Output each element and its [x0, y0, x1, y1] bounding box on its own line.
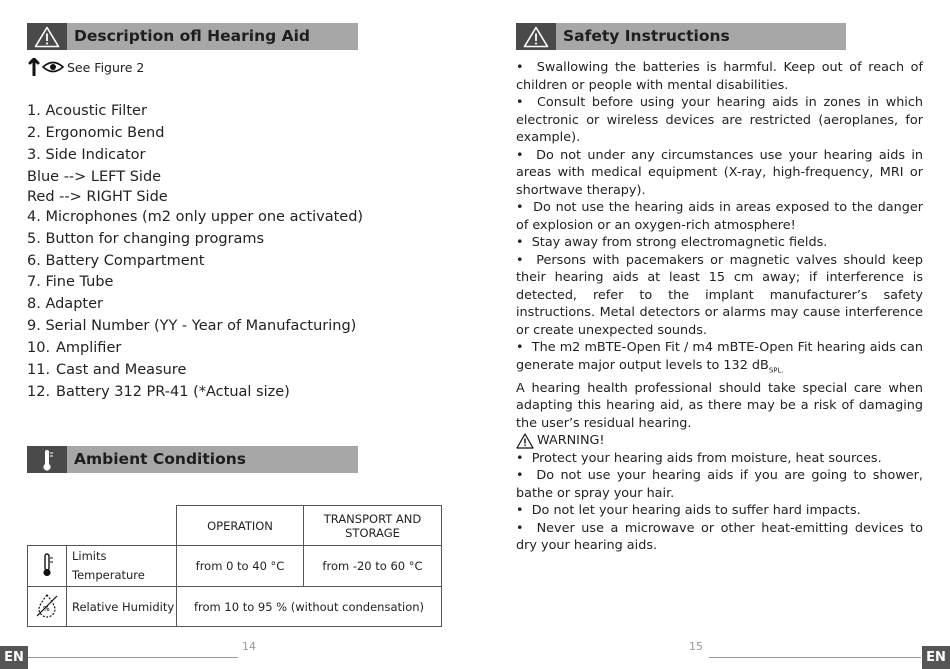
list-item: 12. Battery 312 PR-41 (*Actual size) — [27, 383, 290, 400]
bullet-item: • Do not under any circumstances use your hearing aids in areas with medical equipment (X-ray, high-frequency, MRI or shortwave therapy). — [516, 147, 923, 198]
bullet-item: • Stay away from strong electromagnetic fields. — [516, 235, 828, 250]
eye-icon — [42, 60, 64, 74]
col-operation: OPERATION — [177, 506, 304, 546]
temperature-transport: from -20 to 60 °C — [304, 546, 442, 587]
see-figure-label: See Figure 2 — [67, 59, 145, 75]
list-item: 6. Battery Compartment — [27, 252, 205, 269]
list-item: 3. Side Indicator — [27, 146, 146, 163]
bullet-item: • Never use a microwave or other heat-emitting devices to dry your hearing aids. — [516, 520, 924, 554]
list-item: 7. Fine Tube — [27, 274, 114, 291]
humidity-value: from 10 to 95 % (without condensation) — [177, 587, 442, 627]
footer-line-right — [709, 657, 921, 658]
bullet-item: • Protect your hearing aids from moisture, heat sources. — [516, 450, 882, 466]
warning-icon — [27, 23, 67, 50]
temperature-operation: from 0 to 40 °C — [177, 546, 304, 587]
warning-line — [516, 432, 923, 450]
thermometer-icon — [39, 552, 55, 578]
list-item: 8. Adapter — [27, 296, 103, 313]
bullet-item: • Swallowing the batteries is harmful. Keep out of reach of children or people with mental disabilities. — [516, 60, 923, 93]
description-header — [27, 23, 358, 50]
list-item: 2. Ergonomic Bend — [27, 124, 165, 141]
footer-line-left — [28, 657, 238, 658]
list-item: 10. Amplifier — [27, 340, 122, 357]
list-item: 11. Cast and Measure — [27, 362, 187, 379]
bullet-item: • Do not use the hearing aids in areas exposed to the danger of explosion or an oxygen-rich atmosphere! — [516, 200, 923, 233]
language-tab-right: EN — [922, 646, 950, 669]
ambient-conditions-table — [27, 505, 442, 627]
svg-text:%: % — [43, 605, 50, 613]
ambient-header — [27, 446, 358, 473]
warning-icon — [516, 433, 534, 449]
humidity-icon-cell — [28, 587, 67, 627]
list-item: 9. Serial Number (YY - Year of Manufacturing) — [27, 318, 357, 335]
thermometer-icon — [27, 446, 67, 473]
spl-subscript: SPL. — [768, 366, 784, 375]
safety-instructions — [516, 59, 923, 555]
list-item: Blue --> LEFT Side — [27, 168, 162, 185]
page-number-right: 15 — [689, 640, 703, 653]
professional-note: A hearing health professional should take special care when adapting this hearing aid, as there may be a risk of damaging the user’s residual hearing. — [516, 380, 923, 431]
list-item: 4. Microphones (m2 only upper one activated) — [27, 208, 364, 225]
bullet-item: • The m2 mBTE-Open Fit / m4 mBTE-Open Fit hearing aids can generate major output levels to 132 $dB_{SPL.}$ — [516, 340, 923, 375]
language-tab-left: EN — [0, 646, 28, 669]
warning-label: WARNING! — [537, 433, 605, 449]
bullet-item: • Do not let your hearing aids to suffer hard impacts. — [516, 503, 861, 519]
parts-list — [27, 101, 363, 404]
col-transport: TRANSPORT AND STORAGE — [304, 506, 442, 546]
list-item: 5. Button for changing programs — [27, 230, 265, 247]
safety-header — [516, 23, 846, 50]
list-item: Red --> RIGHT Side — [27, 188, 168, 205]
bullet-item: • Persons with pacemakers or magnetic valves should keep their hearing aids at least 15 cm away; if interference is detected, refer to the implant manufacturer’s safety instructions. Metal detectors or alarms may cause interference or create unexpected sounds. — [516, 252, 923, 338]
humidity-icon — [35, 592, 59, 618]
list-item: 1. Acoustic Filter — [27, 103, 147, 119]
temperature-icon-cell — [28, 546, 67, 587]
temperature-label: Limits Temperature — [67, 546, 177, 587]
humidity-label: Relative Humidity — [67, 587, 177, 627]
see-figure — [28, 58, 144, 76]
description-header-title: Description ofl Hearing Aid — [74, 27, 311, 45]
bullet-item: • Do not use your hearing aids if you are going to shower, bathe or spray your hair. — [516, 468, 924, 501]
bullet-item: • Consult before using your hearing aids in zones in which electronic or wireless devices are restricted (aeroplanes, for example). — [516, 95, 924, 145]
page-number-left: 14 — [242, 640, 256, 653]
warning-icon — [516, 23, 556, 50]
pointer-icon — [28, 58, 40, 76]
ambient-header-title: Ambient Conditions — [74, 450, 247, 468]
safety-header-title: Safety Instructions — [563, 27, 730, 45]
